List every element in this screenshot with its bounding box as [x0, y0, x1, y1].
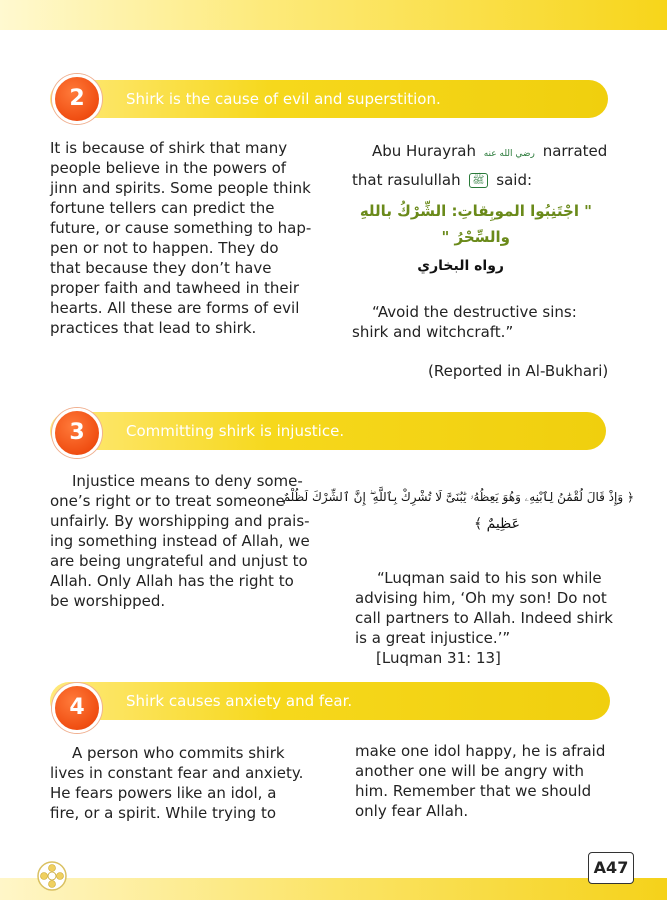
pbuh-icon: ﷺ	[469, 173, 487, 188]
section-4-number-badge: 4	[52, 683, 102, 733]
hadith-arabic-line1: " اجْتَنِبُوا الموبِقاتِ: الشِّرْكُ باللهِ	[359, 202, 592, 220]
hadith-translation: “Avoid the destructive sins: shirk and witchcraft.”	[352, 303, 577, 341]
section-2-body-text: It is because of shirk that many people believe in the powers of jinn and spirits. Some people think fortune tellers can predict the future, or cause something to hap- pen or not to happen. They do that because they don’t have proper faith and tawheed in their hearts. All these are forms of evil practices that lead to shirk.	[50, 139, 312, 337]
hadith-arabic-line2: والسِّحْرُ "	[441, 228, 510, 246]
quran-arabic-line1: ﴿ وَإِذْ قَالَ لُقْمَٰنُ لِٱبْنِهِۦ وَهُوَ يَعِظُهُۥ يَٰبُنَىَّ لَا تُشْرِكْ بِٱللَّهِ ۖ إِنَّ ٱلشِّرْكَ لَظُلْمٌ	[282, 490, 634, 504]
hadith-intro-line1-before: Abu Hurayrah	[372, 142, 476, 160]
hadith-reference: (Reported in Al-Bukhari)	[428, 362, 609, 380]
hadith-arabic-source: رواه البخاري	[417, 258, 504, 274]
hadith-intro-line2-after: said:	[496, 171, 533, 189]
section-2-heading-bar	[50, 80, 608, 118]
quran-reference: [Luqman 31: 13]	[376, 649, 501, 667]
section-4-heading: Shirk causes anxiety and fear.	[126, 692, 353, 710]
top-decorative-band	[0, 0, 667, 30]
section-3-heading-bar	[50, 412, 606, 450]
hadith-intro-line1-after: narrated	[542, 142, 608, 160]
section-3-number-badge: 3	[52, 408, 102, 458]
flower-ornament-icon	[36, 860, 68, 892]
section-2-number-badge: 2	[52, 74, 102, 124]
hadith-intro-line2-before: that rasulullah	[352, 171, 461, 189]
section-4-body-right: make one idol happy, he is afraid another one will be angry with him. Remember that we should only fear Allah.	[355, 742, 606, 820]
quran-arabic-line2: عَظِيمٌ ﴾	[473, 516, 520, 532]
section-3-body-text: Injustice means to deny some- one’s right or to treat someone unfairly. By worshipping and prais- ing something instead of Allah, we are being ungrateful and unjust to Allah. Only Allah has the right to be worshipped.	[50, 472, 310, 610]
bottom-decorative-band	[0, 878, 667, 900]
section-4-body-left: A person who commits shirk lives in constant fear and anxiety. He fears powers like an idol, a fire, or a spirit. While trying to	[50, 744, 304, 822]
honorific-arabic: رضي الله عنه	[483, 149, 535, 159]
section-4-heading-bar	[50, 682, 610, 720]
quran-translation: “Luqman said to his son while advising him, ‘Oh my son! Do not call partners to Allah. Indeed shirk is a great injustice.’”	[355, 569, 613, 647]
section-2-heading: Shirk is the cause of evil and superstition.	[126, 90, 441, 108]
section-3-heading: Committing shirk is injustice.	[126, 422, 345, 440]
section-2-hadith-intro	[352, 138, 612, 193]
page-number: A47	[588, 852, 634, 884]
